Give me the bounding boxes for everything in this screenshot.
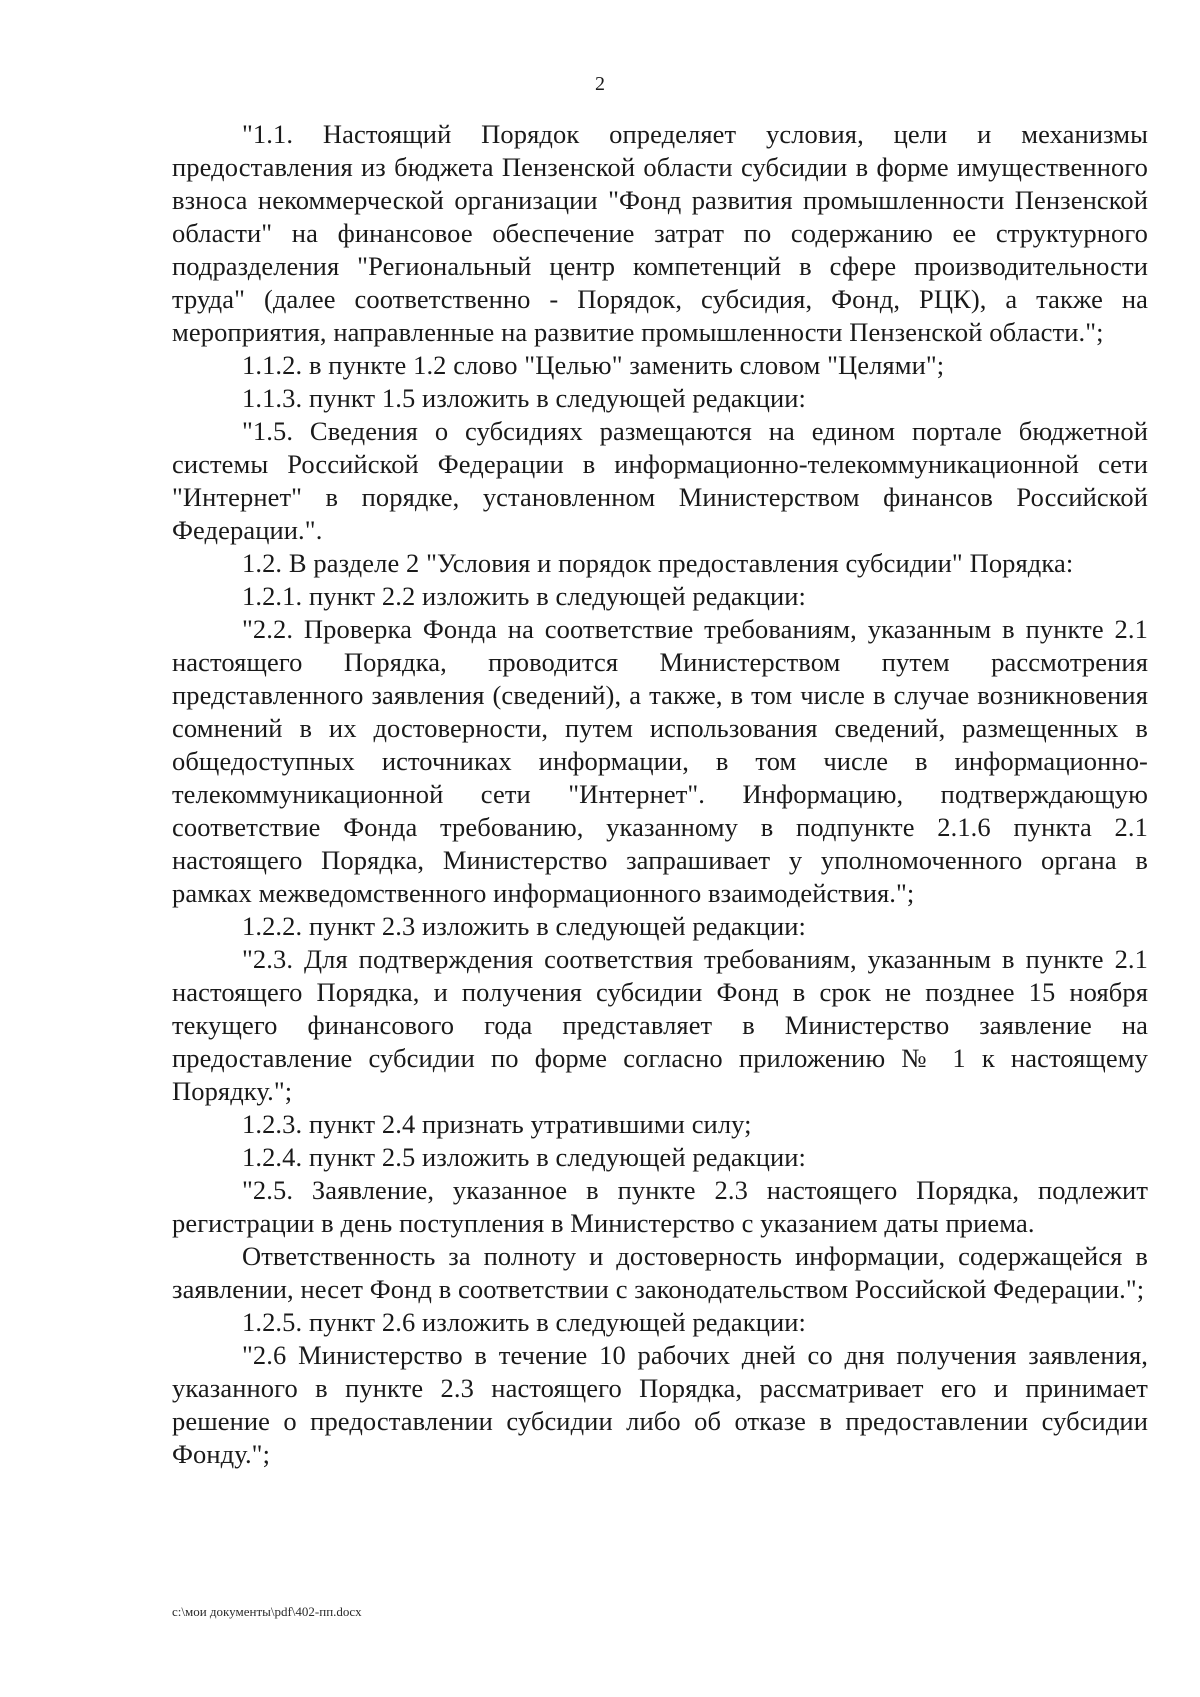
paragraph-1-1: "1.1. Настоящий Порядок определяет условия, цели и механизмы предоставления из бюджета Пензенской области субсидии в форме имущественного взноса некоммерческой организации "Фонд развития промышленности Пензенской области" на финансовое обеспечение затрат по содержанию ее структурного подразделения "Региональный центр компетенций в сфере производительности труда" (далее соответственно - Порядок, субсидия, Фонд, РЦК), а также на мероприятия, направленные на развитие промышленности Пензенской области."; (172, 119, 1148, 347)
footer-file-path: c:\мои документы\pdf\402-пп.docx (172, 1604, 362, 1619)
paragraph-1-1-3: 1.1.3. пункт 1.5 изложить в следующей редакции: (242, 383, 807, 413)
document-body (172, 118, 1148, 1471)
paragraph-1-2-4: 1.2.4. пункт 2.5 изложить в следующей редакции: (242, 1142, 807, 1172)
page-number: 2 (595, 73, 605, 95)
paragraph-2-6: "2.6 Министерство в течение 10 рабочих дней со дня получения заявления, указанного в пункте 2.3 настоящего Порядка, рассматривает его и принимает решение о предоставлении субсидии либо об отказе в предоставлении субсидии Фонду."; (172, 1340, 1148, 1469)
paragraph-1-2-1: 1.2.1. пункт 2.2 изложить в следующей редакции: (242, 581, 807, 611)
paragraph-1-2: 1.2. В разделе 2 "Условия и порядок предоставления субсидии" Порядка: (242, 548, 1074, 578)
paragraph-1-5: "1.5. Сведения о субсидиях размещаются на едином портале бюджетной системы Российской Федерации в информационно-телекоммуникационной сети "Интернет" в порядке, установленном Министерством финансов Российской Федерации.". (172, 416, 1148, 545)
paragraph-responsibility: Ответственность за полноту и достоверность информации, содержащейся в заявлении, несет Фонд в соответствии с законодательством Российской Федерации."; (172, 1241, 1148, 1304)
paragraph-1-2-2: 1.2.2. пункт 2.3 изложить в следующей редакции: (242, 911, 807, 941)
paragraph-2-3: "2.3. Для подтверждения соответствия требованиям, указанным в пункте 2.1 настоящего Порядка, и получения субсидии Фонд в срок не позднее 15 ноября текущего финансового года представляет в Министерство заявление на предоставление субсидии по форме согласно приложению № 1 к настоящему Порядку."; (172, 944, 1148, 1106)
paragraph-2-2: "2.2. Проверка Фонда на соответствие требованиям, указанным в пункте 2.1 настоящего Порядка, проводится Министерством путем рассмотрения представленного заявления (сведений), а также, в том числе в случае возникновения сомнений в их достоверности, путем использования сведений, размещенных в общедоступных источниках информации, в том числе в информационно-телекоммуникационной сети "Интернет". Информацию, подтверждающую соответствие Фонда требованию, указанному в подпункте 2.1.6 пункта 2.1 настоящего Порядка, Министерство запрашивает у уполномоченного органа в рамках межведомственного информационного взаимодействия."; (172, 614, 1148, 908)
paragraph-1-2-5: 1.2.5. пункт 2.6 изложить в следующей редакции: (242, 1307, 807, 1337)
paragraph-1-2-3: 1.2.3. пункт 2.4 признать утратившими силу; (242, 1109, 752, 1139)
paragraph-1-1-2: 1.1.2. в пункте 1.2 слово "Целью" заменить словом "Целями"; (242, 350, 945, 380)
paragraph-2-5: "2.5. Заявление, указанное в пункте 2.3 настоящего Порядка, подлежит регистрации в день поступления в Министерство с указанием даты приема. (172, 1175, 1148, 1238)
